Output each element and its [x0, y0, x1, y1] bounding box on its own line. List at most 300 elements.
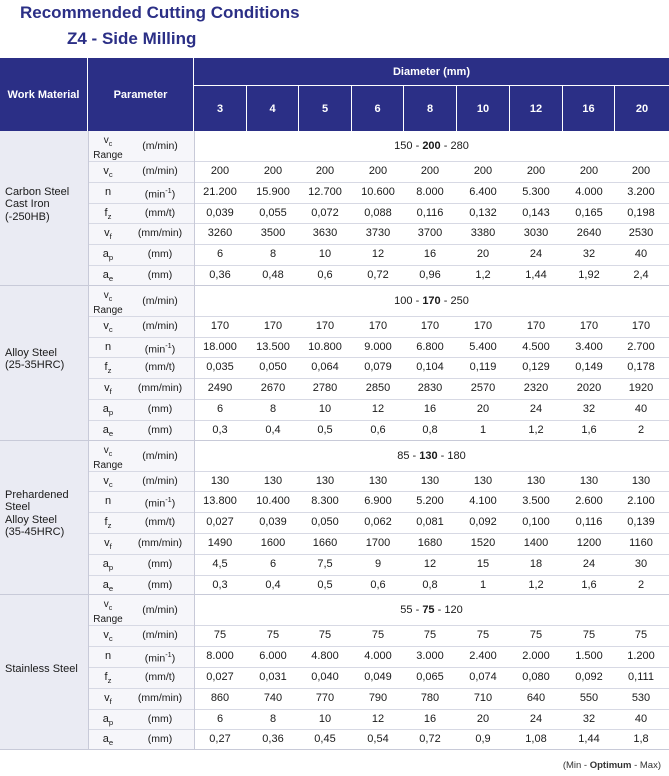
range-min: 85 — [397, 449, 410, 462]
value-cell: 1.500 — [575, 650, 603, 663]
parameter-symbol: $a_p$ — [102, 712, 114, 727]
value-cell: 0,27 — [209, 733, 231, 746]
value-cell: 2.600 — [575, 495, 603, 508]
parameter-unit: (mm/t) — [144, 516, 176, 529]
value-cell: 2530 — [628, 227, 654, 240]
value-cell: 5.200 — [416, 495, 444, 508]
value-cell: 860 — [210, 691, 230, 704]
parameter-unit: (mm/t) — [144, 361, 176, 374]
value-cell: 0,088 — [364, 206, 392, 219]
value-cell: 6.000 — [259, 650, 287, 663]
value-cell: 6.400 — [469, 185, 497, 198]
row-divider — [88, 512, 669, 513]
value-cell: 24 — [529, 712, 543, 725]
parameter-symbol: $f_z$ — [104, 206, 112, 221]
value-cell: 0,165 — [575, 206, 603, 219]
work-material-line: (25-35HRC) — [5, 359, 65, 372]
parameter-unit: $(\min^{-1})$ — [144, 495, 176, 510]
value-cell: 0,104 — [416, 361, 444, 374]
value-cell: 1200 — [576, 536, 602, 549]
value-cell: 130 — [210, 474, 230, 487]
work-material-line: Alloy Steel — [5, 513, 57, 526]
range-separator: - — [412, 604, 423, 617]
value-cell: 0,4 — [265, 578, 281, 591]
value-cell: 10 — [318, 248, 332, 261]
value-cell: 0,198 — [627, 206, 655, 219]
parameter-unit: (mm/min) — [137, 227, 183, 240]
row-divider — [88, 729, 669, 730]
row-divider — [88, 399, 669, 400]
header-diameter-cell: 10 — [457, 86, 510, 131]
value-cell: 12.700 — [308, 185, 342, 198]
value-cell: 0,129 — [522, 361, 550, 374]
footnote-range-legend — [563, 760, 661, 771]
value-cell: 0,96 — [419, 269, 441, 281]
header-diameter-cell: 20 — [615, 86, 669, 131]
value-cell: 7,5 — [317, 557, 333, 570]
material-group — [0, 595, 669, 750]
value-cell: 8.000 — [206, 650, 234, 663]
value-cell: 3380 — [470, 227, 496, 240]
value-cell: 200 — [315, 165, 335, 177]
value-cell: 75 — [582, 629, 596, 642]
range-sub-label: Range — [93, 304, 123, 316]
value-cell: 770 — [315, 691, 335, 704]
value-cell: 3.400 — [575, 340, 603, 353]
column-divider — [88, 441, 89, 596]
value-cell: 200 — [263, 165, 283, 177]
value-cell: 5.300 — [522, 185, 550, 198]
value-cell: 200 — [368, 165, 388, 177]
value-cell: 75 — [371, 629, 385, 642]
range-optimum: 170 — [422, 294, 441, 307]
value-cell: 0,049 — [364, 670, 392, 683]
value-cell: 2.400 — [469, 650, 497, 663]
group-divider — [0, 749, 669, 750]
value-cell: 1520 — [470, 536, 496, 549]
parameter-symbol: $v_f$ — [104, 691, 112, 706]
parameter-unit: (mm/t) — [144, 206, 176, 219]
range-separator: - — [440, 294, 451, 307]
value-cell: 0,6 — [370, 423, 386, 436]
value-cell: 2 — [637, 423, 645, 436]
value-cell: 130 — [526, 474, 546, 487]
parameter-symbol: $v_c$ — [103, 474, 113, 489]
value-cell: 0,039 — [259, 516, 287, 529]
value-cell: 1490 — [207, 536, 233, 549]
cutting-speed-range — [194, 604, 669, 616]
work-material-line: (35-45HRC) — [5, 526, 65, 539]
value-cell: 0,45 — [314, 733, 336, 746]
value-cell: 0,54 — [367, 733, 389, 746]
value-cell: 0,72 — [419, 733, 441, 746]
value-cell: 75 — [318, 629, 332, 642]
header-parameter: Parameter — [88, 58, 194, 131]
value-cell: 0,8 — [422, 423, 438, 436]
value-cell: 0,074 — [469, 670, 497, 683]
value-cell: 0,031 — [259, 670, 287, 683]
value-cell: 4.500 — [522, 340, 550, 353]
parameter-symbol: n — [104, 185, 112, 198]
value-cell: 3260 — [207, 227, 233, 240]
value-cell: 6 — [216, 712, 224, 725]
value-cell: 0,116 — [416, 206, 444, 219]
parameter-unit: (mm/min) — [137, 691, 183, 704]
value-cell: 4.800 — [311, 650, 339, 663]
value-cell: 3730 — [365, 227, 391, 240]
value-cell: 0,092 — [575, 670, 603, 683]
value-cell: 0,6 — [370, 578, 386, 591]
cutting-speed-range — [194, 295, 669, 307]
value-cell: 32 — [582, 248, 596, 261]
value-cell: 0,027 — [206, 670, 234, 683]
parameter-symbol: $a_e$ — [102, 269, 114, 284]
value-cell: 2320 — [523, 382, 549, 395]
value-cell: 130 — [263, 474, 283, 487]
value-cell: 0,064 — [311, 361, 339, 374]
work-material-line: Prehardened — [5, 488, 69, 501]
value-cell: 1,2 — [475, 269, 491, 281]
value-cell: 12 — [371, 248, 385, 261]
value-cell: 1,92 — [578, 269, 600, 281]
value-cell: 75 — [423, 629, 437, 642]
value-cell: 75 — [634, 629, 648, 642]
header-diameter-cell: 6 — [352, 86, 404, 131]
value-cell: 2850 — [365, 382, 391, 395]
parameter-unit: (mm) — [147, 557, 173, 570]
value-cell: 2.100 — [627, 495, 655, 508]
work-material-line: (-250HB) — [5, 210, 50, 223]
header-diameter-cell: 16 — [563, 86, 615, 131]
value-cell: 5.400 — [469, 340, 497, 353]
value-cell: 1700 — [365, 536, 391, 549]
value-cell: 20 — [476, 248, 490, 261]
page-title: Recommended Cutting Conditions — [20, 3, 300, 22]
parameter-symbol: $v_f$ — [104, 227, 112, 242]
parameter-unit: (m/min) — [142, 319, 178, 332]
range-sub-label: Range — [93, 150, 123, 161]
value-cell: 1 — [479, 423, 487, 436]
value-cell: 0,72 — [367, 269, 389, 281]
range-max: 280 — [450, 140, 469, 152]
parameter-unit: (mm) — [147, 423, 173, 436]
cutting-speed-range — [194, 450, 669, 462]
value-cell: 1160 — [629, 536, 653, 549]
value-cell: 170 — [263, 319, 283, 332]
parameter-symbol: n — [104, 650, 112, 663]
parameter-symbol: n — [104, 340, 112, 353]
work-material-line: Cast Iron — [5, 198, 50, 211]
work-material-label — [5, 347, 87, 372]
parameter-symbol: $a_e$ — [102, 733, 114, 748]
parameter-symbol: $v_c$ — [103, 629, 113, 644]
column-divider — [194, 595, 195, 750]
value-cell: 4.000 — [364, 650, 392, 663]
value-cell: 3.000 — [416, 650, 444, 663]
work-material-label — [5, 186, 87, 224]
header-diameter-cell: 4 — [247, 86, 299, 131]
range-optimum: 130 — [419, 449, 438, 462]
value-cell: 0,062 — [364, 516, 392, 529]
value-cell: 1,08 — [525, 733, 547, 746]
value-cell: 4,5 — [212, 557, 228, 570]
value-cell: 6 — [269, 557, 277, 570]
value-cell: 0,039 — [206, 206, 234, 219]
range-sub-label: Range — [93, 459, 123, 471]
value-cell: 1680 — [417, 536, 443, 549]
column-divider — [194, 131, 195, 286]
parameter-unit: (m/min) — [142, 165, 178, 177]
value-cell: 8.000 — [416, 185, 444, 198]
value-cell: 0,035 — [206, 361, 234, 374]
value-cell: 0,027 — [206, 516, 234, 529]
row-divider — [88, 491, 669, 492]
value-cell: 2 — [637, 578, 645, 591]
parameter-symbol: $v_c$ — [103, 319, 113, 334]
value-cell: 16 — [423, 248, 437, 261]
value-cell: 1600 — [260, 536, 286, 549]
value-cell: 0,119 — [469, 361, 497, 374]
row-divider — [88, 337, 669, 338]
value-cell: 0,072 — [311, 206, 339, 219]
value-cell: 3630 — [312, 227, 338, 240]
parameter-symbol: $f_z$ — [104, 516, 112, 531]
column-divider — [194, 441, 195, 596]
parameter-unit: (mm) — [147, 269, 173, 281]
value-cell: 10 — [318, 712, 332, 725]
value-cell: 200 — [631, 165, 651, 177]
value-cell: 0,079 — [364, 361, 392, 374]
material-group — [0, 131, 669, 286]
parameter-unit: (mm/min) — [137, 536, 183, 549]
value-cell: 740 — [263, 691, 283, 704]
value-cell: 1400 — [523, 536, 549, 549]
value-cell: 0,36 — [262, 733, 284, 746]
value-cell: 1,2 — [528, 423, 544, 436]
value-cell: 710 — [473, 691, 493, 704]
row-divider — [88, 223, 669, 224]
header-diameter: Diameter (mm) — [194, 58, 669, 86]
value-cell: 10.600 — [361, 185, 395, 198]
value-cell: 2.000 — [522, 650, 550, 663]
parameter-symbol: $a_p$ — [102, 248, 114, 263]
parameter-unit: (m/min) — [142, 474, 178, 487]
value-cell: 40 — [634, 402, 648, 415]
page-subtitle: Z4 - Side Milling — [67, 29, 197, 48]
value-cell: 20 — [476, 402, 490, 415]
value-cell: 10 — [318, 402, 332, 415]
range-separator: - — [440, 140, 451, 152]
range-max: 180 — [447, 449, 466, 462]
value-cell: 0,050 — [311, 516, 339, 529]
value-cell: 170 — [210, 319, 230, 332]
footnote-open: (Min - — [562, 760, 590, 771]
row-divider — [88, 203, 669, 204]
work-material-line: Steel — [5, 501, 31, 514]
value-cell: 170 — [315, 319, 335, 332]
value-cell: 3.200 — [627, 185, 655, 198]
range-sub-label: Range — [93, 614, 123, 626]
parameter-symbol: n — [104, 495, 112, 508]
value-cell: 640 — [526, 691, 546, 704]
range-symbol: $v_c$ Range — [93, 135, 123, 161]
value-cell: 170 — [631, 319, 651, 332]
parameter-symbol: $a_p$ — [102, 402, 114, 418]
value-cell: 130 — [579, 474, 599, 487]
value-cell: 2020 — [576, 382, 602, 395]
value-cell: 0,3 — [212, 423, 228, 436]
range-unit: (m/min) — [142, 449, 178, 462]
range-separator: - — [434, 604, 445, 617]
value-cell: 4.100 — [469, 495, 497, 508]
value-cell: 200 — [526, 165, 546, 177]
header-diameter-cell: 12 — [510, 86, 563, 131]
value-cell: 40 — [634, 248, 648, 261]
value-cell: 130 — [631, 474, 651, 487]
value-cell: 10.800 — [308, 340, 342, 353]
value-cell: 200 — [420, 165, 440, 177]
value-cell: 0,3 — [212, 578, 228, 591]
value-cell: 3500 — [260, 227, 286, 240]
parameter-symbol: $a_p$ — [102, 557, 114, 572]
value-cell: 2670 — [260, 382, 286, 395]
value-cell: 40 — [634, 712, 648, 725]
column-divider — [88, 131, 89, 286]
value-cell: 1.200 — [627, 650, 655, 663]
parameter-unit: (m/min) — [142, 629, 178, 642]
range-max: 250 — [450, 294, 469, 307]
value-cell: 0,111 — [628, 670, 654, 683]
range-symbol: $v_c$ Range — [93, 289, 123, 316]
material-group — [0, 441, 669, 596]
value-cell: 24 — [529, 248, 543, 261]
value-cell: 0,48 — [262, 269, 284, 281]
range-separator: - — [412, 140, 423, 152]
value-cell: 30 — [634, 557, 648, 570]
value-cell: 32 — [582, 402, 596, 415]
value-cell: 0,139 — [627, 516, 655, 529]
parameter-unit: (mm) — [147, 712, 173, 725]
header-diameter-cell: 3 — [194, 86, 247, 131]
value-cell: 170 — [368, 319, 388, 332]
value-cell: 12 — [371, 402, 385, 415]
parameter-symbol: $v_c$ — [103, 165, 113, 180]
row-divider — [88, 533, 669, 534]
value-cell: 0,149 — [575, 361, 603, 374]
value-cell: 1,44 — [578, 733, 600, 746]
value-cell: 1,6 — [581, 423, 597, 436]
value-cell: 1920 — [628, 382, 654, 395]
value-cell: 790 — [368, 691, 388, 704]
value-cell: 1,2 — [528, 578, 544, 591]
column-divider — [88, 286, 89, 441]
parameter-symbol: $f_z$ — [104, 670, 112, 686]
value-cell: 2830 — [417, 382, 443, 395]
value-cell: 0,8 — [422, 578, 438, 591]
value-cell: 0,132 — [469, 206, 497, 219]
row-divider — [88, 471, 669, 472]
value-cell: 6 — [216, 248, 224, 261]
value-cell: 130 — [420, 474, 440, 487]
value-cell: 0,040 — [311, 670, 339, 683]
value-cell: 0,4 — [265, 423, 281, 436]
value-cell: 24 — [529, 402, 543, 415]
value-cell: 1 — [479, 578, 487, 591]
value-cell: 8.300 — [311, 495, 339, 508]
range-min: 55 — [400, 604, 413, 617]
value-cell: 2640 — [576, 227, 602, 240]
value-cell: 130 — [315, 474, 335, 487]
value-cell: 4.000 — [575, 185, 603, 198]
parameter-symbol: $a_e$ — [102, 423, 114, 438]
value-cell: 18 — [529, 557, 543, 570]
value-cell: 32 — [582, 712, 596, 725]
range-symbol: $v_c$ Range — [93, 599, 123, 626]
value-cell: 15 — [476, 557, 490, 570]
value-cell: 170 — [420, 319, 440, 332]
value-cell: 2570 — [470, 382, 496, 395]
range-unit: (m/min) — [142, 140, 178, 152]
value-cell: 170 — [526, 319, 546, 332]
range-optimum: 75 — [422, 604, 435, 617]
value-cell: 2.700 — [627, 340, 655, 353]
value-cell: 12 — [423, 557, 437, 570]
range-separator: - — [409, 449, 420, 462]
parameter-symbol: $v_f$ — [104, 536, 112, 552]
work-material-line: Stainless Steel — [5, 662, 78, 675]
value-cell: 1,6 — [581, 578, 597, 591]
value-cell: 20 — [476, 712, 490, 725]
row-divider — [88, 378, 669, 379]
value-cell: 0,092 — [469, 516, 497, 529]
value-cell: 16 — [423, 712, 437, 725]
value-cell: 10.400 — [256, 495, 290, 508]
value-cell: 0,081 — [416, 516, 444, 529]
value-cell: 200 — [473, 165, 493, 177]
value-cell: 8 — [269, 402, 277, 415]
row-divider — [88, 554, 669, 555]
row-divider — [88, 265, 669, 266]
parameter-unit: $(\min^{-1})$ — [144, 340, 176, 356]
row-divider — [88, 161, 669, 162]
value-cell: 130 — [368, 474, 388, 487]
row-divider — [88, 625, 669, 626]
value-cell: 21.200 — [203, 185, 237, 198]
value-cell: 0,143 — [522, 206, 550, 219]
parameter-unit: (mm) — [147, 402, 173, 415]
value-cell: 8 — [269, 712, 277, 725]
value-cell: 0,116 — [575, 516, 603, 529]
value-cell: 3700 — [417, 227, 443, 240]
material-group — [0, 286, 669, 441]
value-cell: 9 — [374, 557, 382, 570]
value-cell: 18.000 — [203, 340, 237, 353]
value-cell: 8 — [269, 248, 277, 261]
value-cell: 6 — [216, 402, 224, 415]
value-cell: 24 — [582, 557, 596, 570]
value-cell: 0,100 — [522, 516, 550, 529]
value-cell: 12 — [371, 712, 385, 725]
value-cell: 0,055 — [259, 206, 287, 219]
range-optimum: 200 — [422, 140, 441, 152]
value-cell: 0,5 — [317, 578, 333, 591]
value-cell: 170 — [579, 319, 599, 332]
parameter-symbol: $a_e$ — [102, 578, 114, 593]
range-min: 150 — [394, 140, 413, 152]
column-divider — [194, 286, 195, 441]
value-cell: 780 — [420, 691, 440, 704]
range-separator: - — [412, 294, 423, 307]
